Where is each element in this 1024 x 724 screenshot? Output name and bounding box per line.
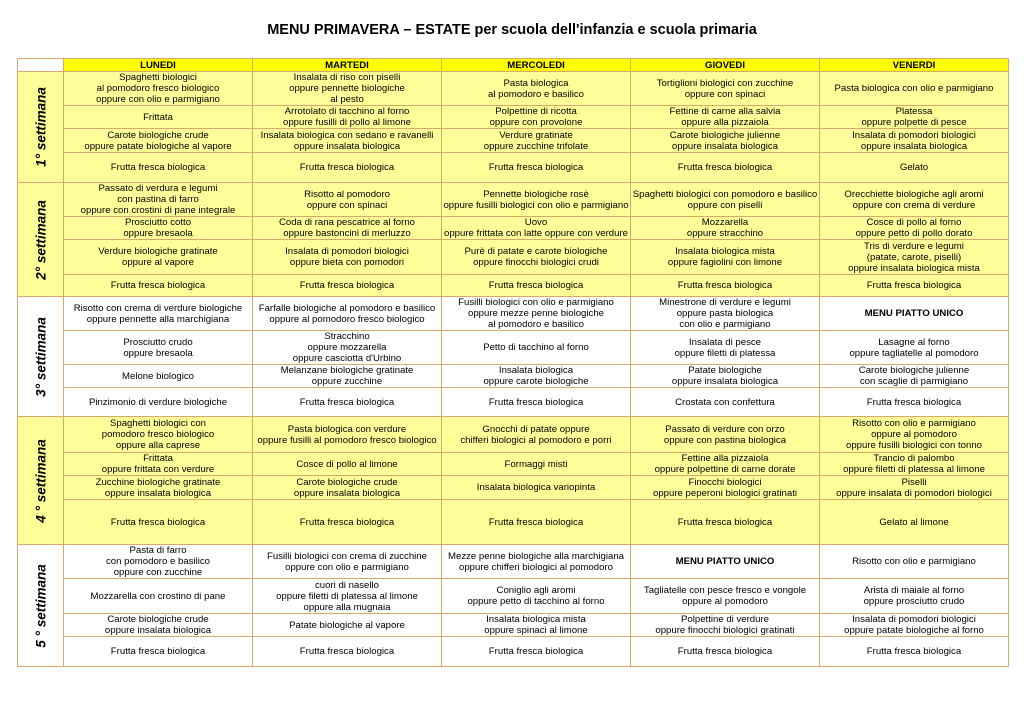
- corner-cell: [18, 59, 64, 72]
- menu-cell: Fusilli biologici con crema di zucchine oppure con olio e parmigiano: [253, 545, 442, 579]
- menu-cell: Finocchi biologici oppure peperoni biologici gratinati: [631, 476, 820, 500]
- menu-cell: MENU PIATTO UNICO: [631, 545, 820, 579]
- menu-cell: Frutta fresca biologica: [631, 275, 820, 297]
- menu-cell: Frutta fresca biologica: [442, 275, 631, 297]
- menu-cell: Insalata biologica con sedano e ravanelli oppure insalata biologica: [253, 129, 442, 153]
- menu-cell: Insalata biologica mista oppure fagiolini con limone: [631, 240, 820, 275]
- menu-cell: Pasta biologica al pomodoro e basilico: [442, 72, 631, 106]
- menu-cell: Lasagne al forno oppure tagliatelle al pomodoro: [820, 331, 1009, 365]
- week-label-cell: [18, 72, 64, 183]
- menu-row: [18, 476, 1009, 500]
- menu-cell: Verdure gratinate oppure zucchine trifolate: [442, 129, 631, 153]
- menu-cell: Carote biologiche julienne oppure insalata biologica: [631, 129, 820, 153]
- menu-cell: Frutta fresca biologica: [64, 153, 253, 183]
- week-label: 2° settimana: [33, 199, 48, 280]
- week-label: 4 ° settimana: [33, 438, 48, 523]
- menu-cell: Uovo oppure frittata con latte oppure con verdure: [442, 217, 631, 240]
- menu-cell: Prosciutto crudo oppure bresaola: [64, 331, 253, 365]
- menu-cell: Minestrone di verdure e legumi oppure pasta biologica con olio e parmigiano: [631, 297, 820, 331]
- menu-cell: Fettine alla pizzaiola oppure polpettine di carne dorate: [631, 453, 820, 476]
- menu-row: [18, 637, 1009, 667]
- menu-cell: Frutta fresca biologica: [253, 637, 442, 667]
- menu-cell: Risotto con olio e parmigiano oppure al pomodoro oppure fusilli biologici con tonno: [820, 417, 1009, 453]
- menu-cell: Frutta fresca biologica: [253, 275, 442, 297]
- menu-row: [18, 240, 1009, 275]
- menu-cell: Stracchino oppure mozzarella oppure casciotta d'Urbino: [253, 331, 442, 365]
- menu-cell: Trancio di palombo oppure filetti di platessa al limone: [820, 453, 1009, 476]
- menu-cell: cuori di nasello oppure filetti di platessa al limone oppure alla mugnaia: [253, 579, 442, 614]
- menu-cell: Risotto al pomodoro oppure con spinaci: [253, 183, 442, 217]
- menu-cell: Tortiglioni biologici con zucchine oppure con spinaci: [631, 72, 820, 106]
- day-header: MARTEDI: [253, 59, 442, 72]
- menu-cell: Frutta fresca biologica: [253, 153, 442, 183]
- menu-cell: Frutta fresca biologica: [631, 637, 820, 667]
- day-header: VENERDI: [820, 59, 1009, 72]
- menu-cell: Frittata: [64, 106, 253, 129]
- menu-cell: Coda di rana pescatrice al forno oppure bastoncini di merluzzo: [253, 217, 442, 240]
- menu-cell: Frutta fresca biologica: [442, 637, 631, 667]
- menu-cell: Frutta fresca biologica: [64, 500, 253, 545]
- menu-cell: Mezze penne biologiche alla marchigiana oppure chifferi biologici al pomodoro: [442, 545, 631, 579]
- week-label-cell: [18, 297, 64, 417]
- menu-cell: Carote biologiche crude oppure insalata biologica: [64, 614, 253, 637]
- menu-cell: Mozzarella con crostino di pane: [64, 579, 253, 614]
- week-label: 3° settimana: [33, 316, 48, 397]
- menu-cell: Piselli oppure insalata di pomodori biologici: [820, 476, 1009, 500]
- menu-cell: Insalata di pesce oppure filetti di platessa: [631, 331, 820, 365]
- menu-cell: Carote biologiche crude oppure insalata biologica: [253, 476, 442, 500]
- menu-cell: Pasta biologica con verdure oppure fusilli al pomodoro fresco biologico: [253, 417, 442, 453]
- menu-cell: Polpettine di ricotta oppure con provolone: [442, 106, 631, 129]
- menu-cell: Passato di verdure con orzo oppure con pastina biologica: [631, 417, 820, 453]
- menu-row: [18, 297, 1009, 331]
- menu-cell: Carote biologiche julienne con scaglie di parmigiano: [820, 365, 1009, 388]
- menu-cell: Patate biologiche al vapore: [253, 614, 442, 637]
- menu-row: [18, 129, 1009, 153]
- menu-row: [18, 500, 1009, 545]
- day-header: LUNEDI: [64, 59, 253, 72]
- menu-cell: Frutta fresca biologica: [820, 275, 1009, 297]
- menu-cell: Frutta fresca biologica: [820, 388, 1009, 417]
- menu-row: [18, 106, 1009, 129]
- menu-row: [18, 545, 1009, 579]
- week-label-cell: [18, 417, 64, 545]
- menu-cell: Frutta fresca biologica: [442, 388, 631, 417]
- menu-cell: Fettine di carne alla salvia oppure alla pizzaiola: [631, 106, 820, 129]
- menu-cell: Carote biologiche crude oppure patate biologiche al vapore: [64, 129, 253, 153]
- menu-row: [18, 331, 1009, 365]
- day-header: GIOVEDI: [631, 59, 820, 72]
- menu-cell: Petto di tacchino al forno: [442, 331, 631, 365]
- menu-body: [18, 72, 1009, 667]
- menu-row: [18, 417, 1009, 453]
- menu-cell: Mozzarella oppure stracchino: [631, 217, 820, 240]
- menu-cell: Risotto con crema di verdure biologiche oppure pennette alla marchigiana: [64, 297, 253, 331]
- menu-row: [18, 153, 1009, 183]
- menu-cell: Purè di patate e carote biologiche oppure finocchi biologici crudi: [442, 240, 631, 275]
- menu-cell: Cosce di pollo al limone: [253, 453, 442, 476]
- menu-cell: Insalata biologica oppure carote biologiche: [442, 365, 631, 388]
- menu-cell: Frutta fresca biologica: [442, 153, 631, 183]
- header-row: [18, 59, 1009, 72]
- menu-cell: Crostata con confettura: [631, 388, 820, 417]
- menu-row: [18, 365, 1009, 388]
- menu-row: [18, 72, 1009, 106]
- menu-row: [18, 275, 1009, 297]
- menu-cell: Coniglio agli aromi oppure petto di tacchino al forno: [442, 579, 631, 614]
- menu-cell: Passato di verdura e legumi con pastina di farro oppure con crostini di pane integrale: [64, 183, 253, 217]
- menu-cell: Insalata di pomodori biologici oppure bieta con pomodori: [253, 240, 442, 275]
- menu-cell: Gelato al limone: [820, 500, 1009, 545]
- menu-row: [18, 614, 1009, 637]
- page-title: MENU PRIMAVERA – ESTATE per scuola dell'infanzia e scuola primaria: [267, 22, 757, 38]
- menu-cell: Insalata biologica variopinta: [442, 476, 631, 500]
- weekly-menu-table: [17, 58, 1009, 667]
- week-label: 5 ° settimana: [33, 563, 48, 648]
- menu-cell: Frutta fresca biologica: [64, 637, 253, 667]
- menu-cell: Cosce di pollo al forno oppure petto di pollo dorato: [820, 217, 1009, 240]
- menu-row: [18, 183, 1009, 217]
- menu-cell: Prosciutto cotto oppure bresaola: [64, 217, 253, 240]
- menu-cell: Frutta fresca biologica: [820, 637, 1009, 667]
- menu-cell: Insalata di pomodori biologici oppure patate biologiche al forno: [820, 614, 1009, 637]
- week-label-cell: [18, 545, 64, 667]
- menu-cell: Gnocchi di patate oppure chifferi biologici al pomodoro e porri: [442, 417, 631, 453]
- menu-cell: Orecchiette biologiche agli aromi oppure con crema di verdure: [820, 183, 1009, 217]
- menu-row: [18, 388, 1009, 417]
- menu-cell: Frutta fresca biologica: [253, 388, 442, 417]
- menu-cell: Spaghetti biologici con pomodoro fresco biologico oppure alla caprese: [64, 417, 253, 453]
- menu-cell: Insalata biologica mista oppure spinaci al limone: [442, 614, 631, 637]
- menu-cell: Arista di maiale al forno oppure prosciutto crudo: [820, 579, 1009, 614]
- menu-cell: Zucchine biologiche gratinate oppure insalata biologica: [64, 476, 253, 500]
- menu-cell: Spaghetti biologici con pomodoro e basilico oppure con piselli: [631, 183, 820, 217]
- menu-cell: Pasta di farro con pomodoro e basilico oppure con zucchine: [64, 545, 253, 579]
- menu-cell: Tagliatelle con pesce fresco e vongole oppure al pomodoro: [631, 579, 820, 614]
- menu-cell: Gelato: [820, 153, 1009, 183]
- week-label: 1° settimana: [33, 87, 48, 167]
- menu-cell: Frutta fresca biologica: [631, 153, 820, 183]
- menu-cell: Risotto con olio e parmigiano: [820, 545, 1009, 579]
- menu-cell: Tris di verdure e legumi (patate, carote, piselli) oppure insalata biologica mista: [820, 240, 1009, 275]
- menu-cell: Farfalle biologiche al pomodoro e basilico oppure al pomodoro fresco biologico: [253, 297, 442, 331]
- menu-row: [18, 579, 1009, 614]
- menu-cell: MENU PIATTO UNICO: [820, 297, 1009, 331]
- day-header: MERCOLEDI: [442, 59, 631, 72]
- menu-cell: Arrotolato di tacchino al forno oppure fusilli di pollo al limone: [253, 106, 442, 129]
- menu-row: [18, 453, 1009, 476]
- menu-cell: Frittata oppure frittata con verdure: [64, 453, 253, 476]
- menu-cell: Melanzane biologiche gratinate oppure zucchine: [253, 365, 442, 388]
- menu-cell: Insalata di riso con piselli oppure pennette biologiche al pesto: [253, 72, 442, 106]
- menu-row: [18, 217, 1009, 240]
- menu-cell: Pennette biologiche rosè oppure fusilli biologici con olio e parmigiano: [442, 183, 631, 217]
- menu-cell: Pasta biologica con olio e parmigiano: [820, 72, 1009, 106]
- menu-cell: Melone biologico: [64, 365, 253, 388]
- menu-cell: Polpettine di verdure oppure finocchi biologici gratinati: [631, 614, 820, 637]
- menu-cell: Platessa oppure polpette di pesce: [820, 106, 1009, 129]
- menu-cell: Frutta fresca biologica: [253, 500, 442, 545]
- menu-cell: Insalata di pomodori biologici oppure insalata biologica: [820, 129, 1009, 153]
- menu-cell: Patate biologiche oppure insalata biologica: [631, 365, 820, 388]
- menu-cell: Formaggi misti: [442, 453, 631, 476]
- menu-cell: Fusilli biologici con olio e parmigiano oppure mezze penne biologiche al pomodoro e basilico: [442, 297, 631, 331]
- menu-cell: Verdure biologiche gratinate oppure al vapore: [64, 240, 253, 275]
- menu-cell: Frutta fresca biologica: [631, 500, 820, 545]
- menu-cell: Spaghetti biologici al pomodoro fresco biologico oppure con olio e parmigiano: [64, 72, 253, 106]
- menu-cell: Frutta fresca biologica: [442, 500, 631, 545]
- menu-cell: Frutta fresca biologica: [64, 275, 253, 297]
- week-label-cell: [18, 183, 64, 297]
- menu-cell: Pinzimonio di verdure biologiche: [64, 388, 253, 417]
